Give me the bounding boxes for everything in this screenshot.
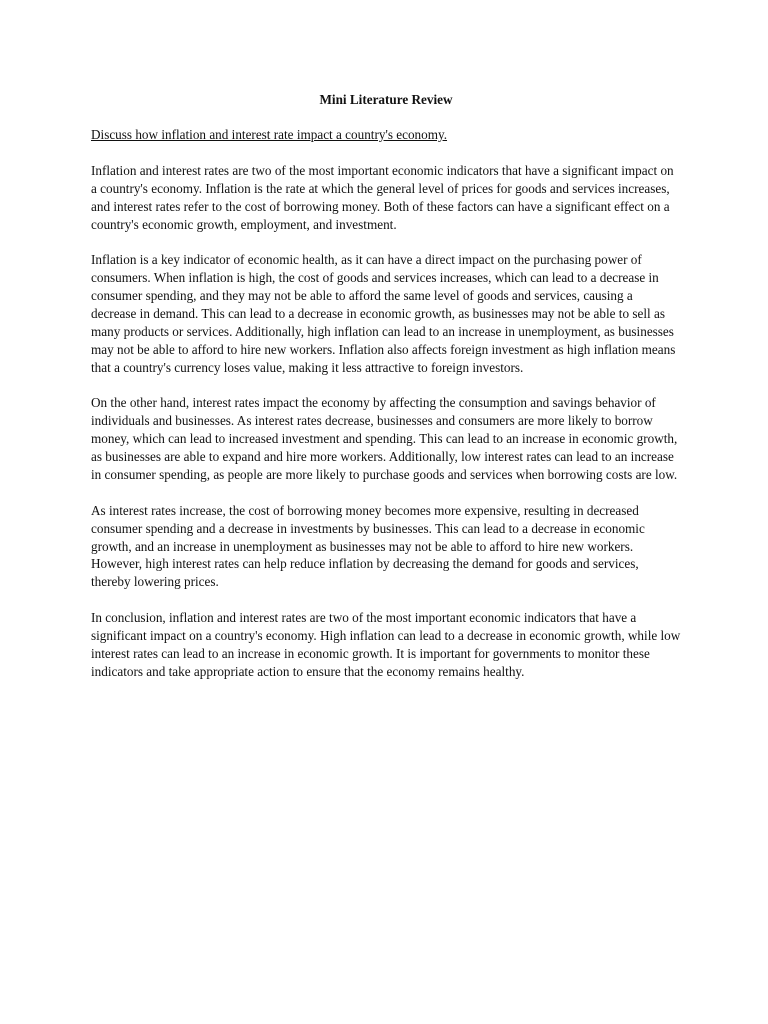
paragraph-inflation: Inflation is a key indicator of economic health, as it can have a direct impact on the purchasing power of consumers. When inflation is high, the cost of goods and services increases, which can lead to a decrease in consumer spending, and they may not be able to afford the same level of goods and services, causing a decrease in demand. This can lead to a decrease in economic growth, as businesses may not be able to sell as many products or services. Additionally, high inflation can lead to an increase in unemployment, as businesses may not be able to afford to hire new workers. Inflation also affects foreign investment as high inflation means that a country's currency loses value, making it less attractive to foreign investors. [91,252,676,375]
paragraph-interest-rates-increase: As interest rates increase, the cost of borrowing money becomes more expensive, resulting in decreased consumer spending and a decrease in investments by businesses. This can lead to a decrease in economic growth, and an increase in unemployment as businesses may not be able to afford to hire new workers. However, high interest rates can help reduce inflation by decreasing the demand for goods and services, thereby lowering prices. [91,502,645,590]
essay-prompt: Discuss how inflation and interest rate impact a country's economy. [91,126,448,142]
paragraph-conclusion: In conclusion, inflation and interest rates are two of the most important economic indicators that have a significant impact on a country's economy. High inflation can lead to a decrease in economic growth, while low interest rates can lead to an increase in economic growth. It is important for governments to monitor these indicators and take appropriate action to ensure that the economy remains healthy. [91,610,681,679]
document-body [91,91,681,698]
document-title: Mini Literature Review [319,92,453,107]
paragraph-interest-rates-decrease: On the other hand, interest rates impact the economy by affecting the consumption and savings behavior of individuals and businesses. As interest rates decrease, businesses and consumers are more likely to borrow money, which can lead to increased investment and spending. This can lead to an increase in economic growth, as businesses are able to expand and hire more workers. Additionally, low interest rates can lead to an increase in consumer spending, as people are more likely to purchase goods and services when borrowing costs are low. [91,395,678,482]
paragraph-introduction: Inflation and interest rates are two of the most important economic indicators that have a significant impact on a country's economy. Inflation is the rate at which the general level of prices for goods and services increases, and interest rates refer to the cost of borrowing money. Both of these factors can have a significant effect on a country's economic growth, employment, and investment. [91,162,674,232]
